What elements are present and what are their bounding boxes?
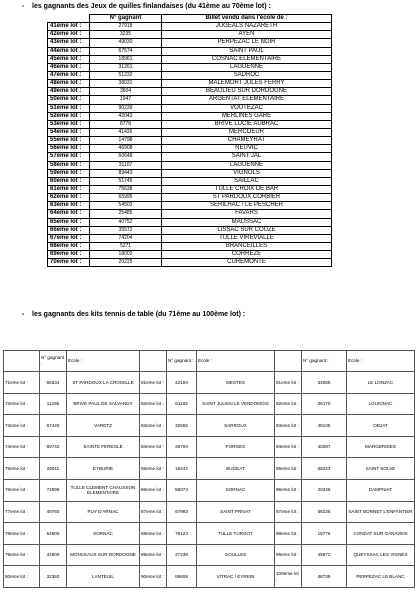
table-row [4,415,415,437]
number-cell: 36170 [302,393,347,415]
table-row [48,47,332,55]
table-row [48,194,332,202]
lot-cell: 44ème lot : [48,47,90,55]
lot-cell: 43ème lot : [48,39,90,47]
school-cell: SAINT BONNET L'ENFANTIER [347,501,415,523]
number-cell: 40752 [90,218,162,226]
number-cell: 1947 [90,96,162,104]
number-cell: 49030 [90,39,162,47]
lot-cell: 79eme lot : [4,544,40,566]
school-cell: EYBURIE [67,458,140,480]
table-row [48,145,332,153]
number-cell: 42043 [90,112,162,120]
school-cell: TULLE TURGOT [197,523,275,545]
number-cell: 89608 [167,566,197,588]
table-row [48,153,332,161]
number-cell: 8778 [90,120,162,128]
lot-cell: 95eme lot : [275,458,302,480]
number-cell: 14798 [90,137,162,145]
lot-cell: 90eme lot : [140,566,167,588]
table-row [48,161,332,169]
lot-cell: 84eme lot : [140,436,167,458]
lot-cell: 97eme lot : [275,501,302,523]
school-cell: LAGUENNE [162,63,332,71]
school-cell: SERILHAC / LE PESCHER [162,202,332,210]
header-school: Ecole : [67,351,140,372]
lot-cell: 62ème lot : [48,194,90,202]
lot-cell: 99eme lot : [275,544,302,566]
lot-cell: 93eme lot : [275,415,302,437]
number-cell: 56235 [302,501,347,523]
table-row [4,393,415,415]
table-row [48,251,332,259]
school-cell: BUGEAT [197,458,275,480]
school-cell: TULLE CROIX DE BAR [162,185,332,193]
lot-cell: 89eme lot : [140,544,167,566]
school-cell: ARGENTAT ELEMENTAIRE [162,96,332,104]
lot-cell: 76eme lot : [4,479,40,501]
lot-cell: 85eme lot : [140,458,167,480]
lot-cell: 69ème lot : [48,251,90,259]
table-row [4,458,415,480]
lot-cell: 63ème lot : [48,202,90,210]
school-cell: SAILLAC [162,177,332,185]
number-cell: 66534 [40,372,67,394]
lot-cell: 82eme lot : [140,393,167,415]
table-row [48,218,332,226]
header-number: N° gagnant : [302,351,347,372]
table-row [48,128,332,136]
lot-cell: 41ème lot : [48,23,90,31]
lot-cell: 78eme lot : [4,523,40,545]
lot-cell: 42ème lot : [48,31,90,39]
school-cell: CHAMEYRAT [162,137,332,145]
school-cell: LANTEUIL [67,566,140,588]
number-cell: 18002 [90,251,162,259]
school-cell: BRIVE LUCIE AUBRAC [162,120,332,128]
school-cell: SADROC [162,71,332,79]
lot-cell: 46ème lot : [48,63,90,71]
number-cell: 51232 [90,71,162,79]
table-row [48,55,332,63]
school-cell: LAGUENNE [162,161,332,169]
number-cell: 25011 [40,458,67,480]
lot-cell: 83eme lot : [140,415,167,437]
header-empty [140,351,167,372]
school-cell: AYEN [162,31,332,39]
school-cell: SARROUX [197,415,275,437]
number-cell: 90239 [90,104,162,112]
school-cell: VARETZ [67,415,140,437]
table-row [4,566,415,588]
table-row [48,185,332,193]
table-row [48,112,332,120]
section1-title-text: les gagnants des Jeux de quilles finlandaises (du 41ème au 70ème lot) : [32,3,271,10]
number-cell: 18961 [90,55,162,63]
school-cell: MALEMORT JULES FERRY [162,80,332,88]
school-cell: MESTES [197,372,275,394]
number-cell: 49872 [302,544,347,566]
school-cell: SAINTE FEREOLE [67,436,140,458]
lot-cell: 60ème lot : [48,177,90,185]
number-cell: 49760 [40,501,67,523]
lot-cell: 54ème lot : [48,128,90,136]
school-cell: LE LONZAC [347,372,415,394]
lot-cell: 71eme lot : [4,372,40,394]
lot-cell: 100eme lot : [275,566,302,588]
section2-title [22,311,245,318]
table-row [4,544,415,566]
school-cell: CORREZE [162,251,332,259]
number-cell: 51745 [90,177,162,185]
lot-cell: 77eme lot : [4,501,40,523]
lot-cell: 92eme lot : [275,393,302,415]
school-cell: QUEYSSAC LES VIGNES [347,544,415,566]
school-cell: MAUSSAC [162,218,332,226]
school-cell: PERPEZAC LE BLANC [347,566,415,588]
school-cell: LOUIGNAC [347,393,415,415]
table-row [48,80,332,88]
school-cell: CONDAT SUR GANAVEIX [347,523,415,545]
number-cell: 32565 [167,415,197,437]
table-row [48,202,332,210]
lot-cell: 70ème lot : [48,259,90,267]
table-row [48,210,332,218]
lot-cell: 53ème lot : [48,120,90,128]
lot-cell: 81eme lot : [140,372,167,394]
number-cell: 16776 [302,523,347,545]
lot-cell: 48ème lot : [48,80,90,88]
lot-cell: 72eme lot : [4,393,40,415]
school-cell: LISSAC SUR COUZE [162,226,332,234]
section1-title [22,3,271,10]
lot-cell: 74eme lot : [4,436,40,458]
number-cell: 25485 [90,210,162,218]
number-cell: 78123 [167,523,197,545]
school-cell: SORNAC [67,523,140,545]
lot-cell: 73eme lot : [4,415,40,437]
header-school: Billet vendu dans l'école de : [162,15,332,23]
lot-cell: 49ème lot : [48,88,90,96]
lot-cell: 65ème lot : [48,218,90,226]
number-cell: 5271 [90,242,162,250]
lot-cell: 61ème lot : [48,185,90,193]
number-cell: 41426 [90,128,162,136]
table-row [48,137,332,145]
lot-cell: 94eme lot : [275,436,302,458]
lot-cell: 55ème lot : [48,137,90,145]
number-cell: 20346 [302,479,347,501]
number-cell: 27238 [167,544,197,566]
school-cell: FORGES [197,436,275,458]
lot-cell: 68ème lot : [48,242,90,250]
school-cell: BEAULIEU SUR DORDOGNE [162,88,332,96]
school-cell: FAVARS [162,210,332,218]
table-row [48,23,332,31]
number-cell: 42194 [167,372,197,394]
table-row [48,71,332,79]
school-cell: OBJAT [347,415,415,437]
lot-cell: 88eme lot : [140,523,167,545]
school-cell: SAINT PRIVAT [197,501,275,523]
school-cell: PERPEZAC LE NOIR [162,39,332,47]
header-school: Ecole : [197,351,275,372]
number-cell: 61183 [167,393,197,415]
number-cell: 46908 [90,145,162,153]
bullet-dash: - [22,311,25,318]
number-cell: 35572 [90,226,162,234]
school-cell: SAINT JULIEN LE VENDOMOIS [197,393,275,415]
lot-cell: 75eme lot : [4,458,40,480]
school-cell: MONCEAUX SUR DORDOGNE [67,544,140,566]
table-row [48,259,332,267]
table-row [48,169,332,177]
school-cell: ST PARDOUX CORBIER [162,194,332,202]
number-cell: 26794 [167,436,197,458]
table-header-row [4,351,415,372]
number-cell: 3604 [90,88,162,96]
lot-cell: 80eme lot : [4,566,40,588]
number-cell: 34065 [302,372,347,394]
school-cell: NEUVIC [162,145,332,153]
number-cell: 48739 [302,566,347,588]
school-cell: VOUTEZAC [162,104,332,112]
school-cell: SAINT PAUL [162,47,332,55]
number-cell: 48135 [302,415,347,437]
lot-cell: 96eme lot : [275,479,302,501]
school-cell: MERLINES GARE [162,112,332,120]
school-cell: GOULLES [197,544,275,566]
school-cell: MARGERIDES [347,436,415,458]
school-cell: TULLE VIREVIALLE [162,234,332,242]
lot-cell: 57ème lot : [48,153,90,161]
header-empty [4,351,40,372]
table-row [4,501,415,523]
lot-cell: 45ème lot : [48,55,90,63]
table-row [48,88,332,96]
school-cell: COSNAC ELEMENTAIRE [162,55,332,63]
number-cell: 74596 [40,479,67,501]
number-cell: 44600 [40,544,67,566]
bullet-dash: - [22,3,25,10]
table-header-row [48,15,332,23]
number-cell: 40297 [302,436,347,458]
school-cell: PUY D'ARNAC [67,501,140,523]
table-row [4,479,415,501]
table-row [4,372,415,394]
school-cell: JUGEALS NAZARETH [162,23,332,31]
school-cell: DAMPNIAT [347,479,415,501]
school-cell: CUREMONTE [162,259,332,267]
lot-cell: 51ème lot : [48,104,90,112]
number-cell: 68223 [302,458,347,480]
table-row [4,523,415,545]
header-number: N° gagnant : [40,351,67,372]
number-cell: 67574 [90,47,162,55]
school-cell: SAINT JAL [162,153,332,161]
number-cell: 65995 [90,194,162,202]
table-row [48,234,332,242]
lot-cell: 58ème lot : [48,161,90,169]
lot-cell: 47ème lot : [48,71,90,79]
number-cell: 74204 [90,234,162,242]
lot-cell: 66ème lot : [48,226,90,234]
school-cell: VITRAC / EYREIN [197,566,275,588]
lot-cell: 56ème lot : [48,145,90,153]
lot-cell: 67ème lot : [48,234,90,242]
school-cell: TULLE CLEMENT CHAUSSON ELEMENTAIRE [67,479,140,501]
lot-cell: 91eme lot : [275,372,302,394]
number-cell: 38031 [90,80,162,88]
number-cell: 75638 [90,185,162,193]
lot-cell: 50ème lot : [48,96,90,104]
header-number: N° gagnant : [167,351,197,372]
table-row [48,39,332,47]
number-cell: 31261 [90,63,162,71]
school-cell: BRIVE PAUL DE SALVANDY [67,393,140,415]
section2-title-text: les gagnants des kits tennis de table (du 71ème au 100ème lot) : [32,311,246,318]
header-empty [275,351,302,372]
table-row [48,226,332,234]
lot-cell: 52ème lot : [48,112,90,120]
header-lot [48,15,90,23]
table-row [48,31,332,39]
number-cell: 31107 [90,161,162,169]
lot-cell: 59ème lot : [48,169,90,177]
table-row [48,96,332,104]
number-cell: 3235 [90,31,162,39]
number-cell: 32360 [40,566,67,588]
table-row [48,63,332,71]
school-cell: SORNAC [197,479,275,501]
number-cell: 60648 [90,153,162,161]
number-cell: 87426 [40,415,67,437]
number-cell: 11295 [40,393,67,415]
number-cell: 20225 [90,259,162,267]
school-cell: SAINT SOLVE [347,458,415,480]
school-cell: VIGNOLS [162,169,332,177]
school-cell: MERCOEUR [162,128,332,136]
number-cell: 54900 [40,523,67,545]
number-cell: 55074 [167,479,197,501]
tennis-winners-table [3,350,415,588]
table-row [4,436,415,458]
number-cell: 18242 [167,458,197,480]
table-row [48,104,332,112]
number-cell: 89443 [90,169,162,177]
number-cell: 27918 [90,23,162,31]
lot-cell: 64ème lot : [48,210,90,218]
header-number: N° gagnant [90,15,162,23]
lot-cell: 86eme lot : [140,479,167,501]
table-row [48,242,332,250]
number-cell: 54503 [90,202,162,210]
table-row [48,177,332,185]
school-cell: ST PARDOUX LA CROISILLE [67,372,140,394]
school-cell: BRANCEILLES [162,242,332,250]
table-row [48,120,332,128]
lot-cell: 87eme lot : [140,501,167,523]
lot-cell: 98eme lot : [275,523,302,545]
number-cell: 67983 [167,501,197,523]
header-school: Ecole : [347,351,415,372]
quilles-winners-table [47,14,332,267]
number-cell: 69742 [40,436,67,458]
